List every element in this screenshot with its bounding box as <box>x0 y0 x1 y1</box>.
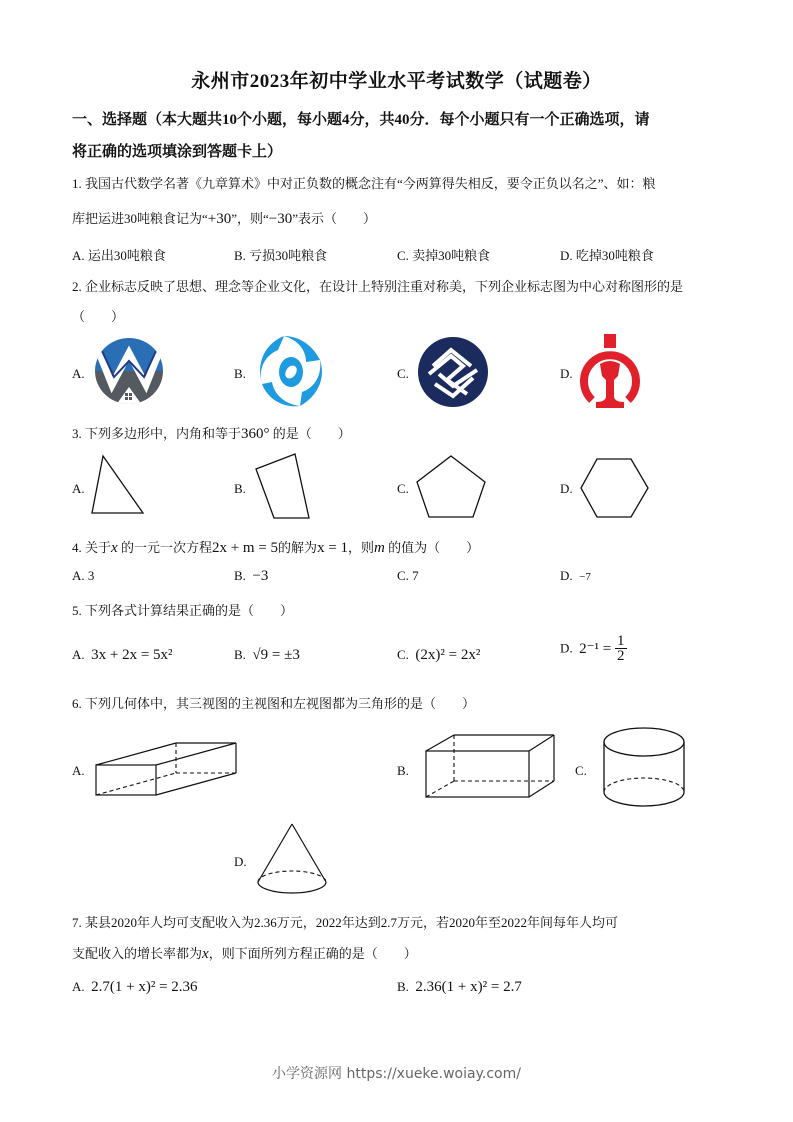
q5-option-d[interactable] <box>560 634 627 663</box>
q7-text-part: 支配收入的增长率都为 <box>72 946 203 961</box>
q4-text-part: ，则 <box>348 540 375 555</box>
q1-value-minus30: −30 <box>268 211 293 227</box>
question-4-text <box>72 537 479 557</box>
page-title: 永州市2023年初中学业水平考试数学（试题卷） <box>191 71 602 92</box>
option-text: 运出30吨粮食 <box>87 248 166 263</box>
option-text: 卖掉30吨粮食 <box>412 248 491 263</box>
triangle-icon <box>90 454 166 518</box>
q6-option-c-label[interactable]: C. <box>575 763 587 778</box>
china-railway-logo-icon <box>580 334 640 410</box>
option-label: A. <box>72 568 85 583</box>
q7-text-part: ，则下面所列方程正确的是（ ） <box>208 946 417 961</box>
q6-option-a-label[interactable]: A. <box>72 763 85 778</box>
q7-option-a[interactable] <box>72 979 198 996</box>
option-text: 3x + 2x = 5x² <box>91 647 173 663</box>
option-label: C. <box>397 647 409 662</box>
option-text: 吃掉30吨粮食 <box>575 248 654 263</box>
w-house-logo-icon <box>94 337 164 405</box>
cuboid-icon <box>424 733 558 801</box>
q5-option-c[interactable] <box>397 647 480 664</box>
q3-option-d-label[interactable]: D. <box>560 481 573 496</box>
q7-option-b[interactable] <box>397 979 522 996</box>
q3-text-part: 3. 下列多边形中，内角和等于 <box>72 426 242 441</box>
blue-swirl-logo-icon <box>254 334 328 410</box>
q7-var-x: x <box>202 946 209 962</box>
q4-equation: 2x + m = 5 <box>211 540 279 556</box>
fraction-one-half <box>615 634 627 663</box>
option-text: 7 <box>412 568 419 583</box>
option-label: D. <box>560 640 573 656</box>
q2-option-c-label[interactable]: C. <box>397 366 409 381</box>
q4-text-part: 的值为（ ） <box>384 540 480 555</box>
q3-option-a-label[interactable]: A. <box>72 481 85 496</box>
question-1-text-line2 <box>72 208 376 228</box>
question-2-text-line2: （ ） <box>72 309 125 324</box>
question-7-text-line1: 7. 某县2020年人均可支配收入为2.36万元，2022年达到2.7万元，若2020年至2022年间每年人均可 <box>72 915 619 930</box>
q1-option-a[interactable] <box>72 245 166 264</box>
q4-text-part: 的一元一次方程 <box>117 540 212 555</box>
q4-var-x: x <box>111 540 118 556</box>
question-3-text <box>72 423 351 443</box>
question-1-text-line1: 1. 我国古代数学名著《九章算术》中对正负数的概念注有“今两算得失相反，要令正负以名之”、如：粮 <box>72 176 656 191</box>
q1-option-d[interactable] <box>560 245 654 264</box>
q4-text-part: 4. 关于 <box>72 540 112 555</box>
option-text: 3 <box>87 568 95 583</box>
option-text: √9 = ±3 <box>252 647 300 663</box>
footer-watermark: 小学资源网 https://xueke.woiay.com/ <box>272 1066 521 1082</box>
cone-icon <box>256 822 328 896</box>
question-2-text-line1: 2. 企业标志反映了思想、理念等企业文化，在设计上特别注重对称美，下列企业标志图为中心对称图形的是 <box>72 279 684 294</box>
option-text: −3 <box>252 568 269 584</box>
cuboid-long-icon <box>94 740 244 800</box>
q4-text-part: 的解为 <box>278 540 318 555</box>
option-text: (2x)² = 2x² <box>415 647 481 663</box>
option-label: B. <box>234 568 246 583</box>
question-6-text: 6. 下列几何体中，其三视图的主视图和左视图都为三角形的是（ ） <box>72 696 476 711</box>
option-text: 2.36(1 + x)² = 2.7 <box>415 979 522 995</box>
q3-option-c-label[interactable]: C. <box>397 481 409 496</box>
q2-option-a-label[interactable]: A. <box>72 366 85 381</box>
option-text: 2.7(1 + x)² = 2.36 <box>91 979 198 995</box>
q4-solution: x = 1 <box>317 540 349 556</box>
q4-option-b[interactable] <box>234 568 268 585</box>
option-label: A. <box>72 647 85 662</box>
option-label: A. <box>72 979 85 994</box>
option-label: B. <box>234 248 246 263</box>
option-label: B. <box>234 647 246 662</box>
china-mobile-logo-icon <box>417 336 489 408</box>
option-label: C. <box>397 568 409 583</box>
section-heading-line1: 一、选择题（本大题共10个小题，每小题4分，共40分．每个小题只有一个正确选项，请 <box>72 112 650 128</box>
q1-text-part: ”表示（ ） <box>292 211 377 226</box>
fraction-denominator: 2 <box>617 648 625 664</box>
q1-text-part: ”，则“ <box>231 211 269 226</box>
q1-value-plus30: +30 <box>207 211 232 227</box>
cylinder-icon <box>603 726 687 810</box>
q3-text-part: 的是（ ） <box>269 426 351 441</box>
option-text: 2⁻¹ = <box>579 641 616 657</box>
q3-option-b-label[interactable]: B. <box>234 481 246 496</box>
q5-option-b[interactable] <box>234 647 300 664</box>
q1-text-part: 库把运进30吨粮食记为“ <box>72 211 208 226</box>
q2-option-d-label[interactable]: D. <box>560 366 573 381</box>
question-5-text: 5. 下列各式计算结果正确的是（ ） <box>72 603 294 618</box>
option-label: D. <box>560 568 573 583</box>
q5-option-a[interactable] <box>72 647 173 664</box>
pentagon-icon <box>416 454 490 522</box>
option-label: C. <box>397 248 409 263</box>
q3-value-360: 360° <box>241 426 270 442</box>
q1-option-b[interactable] <box>234 245 327 264</box>
quadrilateral-icon <box>254 452 338 524</box>
option-label: D. <box>560 248 573 263</box>
option-label: B. <box>397 979 409 994</box>
option-label: A. <box>72 248 85 263</box>
q4-var-m: m <box>374 540 385 556</box>
q4-option-c[interactable] <box>397 568 419 584</box>
question-7-text-line2 <box>72 943 417 963</box>
option-text: 亏损30吨粮食 <box>249 248 328 263</box>
q2-option-b-label[interactable]: B. <box>234 366 246 381</box>
q1-option-c[interactable] <box>397 245 490 264</box>
q4-option-a[interactable] <box>72 568 94 584</box>
fraction-numerator: 1 <box>617 633 625 649</box>
section-heading-line2: 将正确的选项填涂到答题卡上） <box>72 144 283 160</box>
hexagon-icon <box>580 457 654 521</box>
q4-option-d[interactable] <box>560 568 591 584</box>
q6-option-d-label[interactable]: D. <box>234 854 247 869</box>
q6-option-b-label[interactable]: B. <box>397 763 409 778</box>
option-text: −7 <box>579 571 591 583</box>
